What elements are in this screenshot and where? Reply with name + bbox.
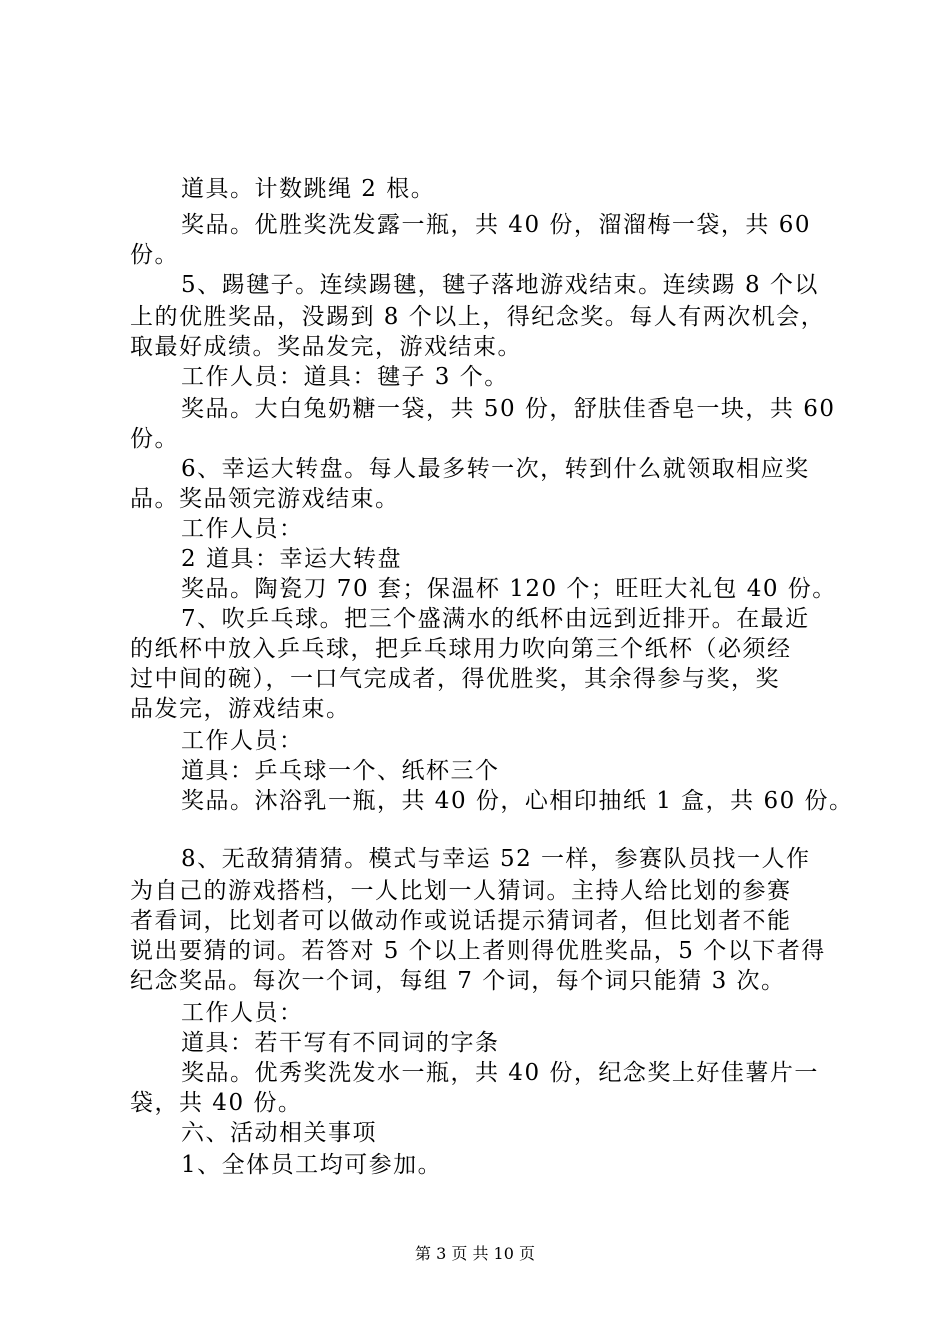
text-line: 1、全体员工均可参加。 (181, 1152, 443, 1178)
text-line: 工作人员： (181, 728, 304, 754)
text-line: 道具。计数跳绳 2 根。 (181, 176, 436, 202)
text-line: 份。 (130, 426, 179, 452)
text-line: 份。 (130, 242, 179, 268)
text-line: 过中间的碗），一口气完成者，得优胜奖，其余得参与奖，奖 (130, 666, 780, 692)
text-line: 奖品。沐浴乳一瓶，共 40 份，心相印抽纸 1 盒，共 60 份。 (181, 788, 854, 814)
page-number-footer: 第 3 页 共 10 页 (415, 1244, 535, 1263)
text-line: 的纸杯中放入乒乓球，把乒乓球用力吹向第三个纸杯（必须经 (130, 636, 792, 662)
text-line: 道具：乒乓球一个、纸杯三个 (181, 758, 500, 784)
text-line: 5、踢毽子。连续踢毽，毽子落地游戏结束。连续踢 8 个以 (181, 272, 819, 298)
text-line: 工作人员： (181, 516, 304, 542)
text-line: 工作人员：道具：毽子 3 个。 (181, 364, 509, 390)
text-line: 道具：若干写有不同词的字条 (181, 1030, 500, 1056)
text-line: 为自己的游戏搭档，一人比划一人猜词。主持人给比划的参赛 (130, 878, 792, 904)
text-line: 奖品。优秀奖洗发水一瓶，共 40 份，纪念奖上好佳薯片一 (181, 1060, 819, 1086)
text-line: 上的优胜奖品，没踢到 8 个以上，得纪念奖。每人有两次机会， (130, 304, 826, 330)
text-line: 6、幸运大转盘。每人最多转一次，转到什么就领取相应奖 (181, 456, 810, 482)
text-line: 取最好成绩。奖品发完，游戏结束。 (130, 334, 522, 360)
text-line: 品发完，游戏结束。 (130, 696, 351, 722)
text-line: 奖品。优胜奖洗发露一瓶，共 40 份，溜溜梅一袋，共 60 (181, 212, 811, 238)
text-line: 工作人员： (181, 1000, 304, 1026)
text-line: 品。奖品领完游戏结束。 (130, 486, 400, 512)
text-line: 奖品。大白兔奶糖一袋，共 50 份，舒肤佳香皂一块，共 60 (181, 396, 836, 422)
text-line: 7、吹乒乓球。把三个盛满水的纸杯由远到近排开。在最近 (181, 606, 810, 632)
text-line: 说出要猜的词。若答对 5 个以上者则得优胜奖品，5 个以下者得 (130, 938, 826, 964)
text-line: 奖品。陶瓷刀 70 套；保温杯 120 个；旺旺大礼包 40 份。 (181, 576, 837, 602)
text-line: 六、活动相关事项 (181, 1120, 377, 1146)
text-line: 8、无敌猜猜猜。模式与幸运 52 一样，参赛队员找一人作 (181, 846, 811, 872)
text-line: 2 道具：幸运大转盘 (181, 546, 402, 572)
text-line: 纪念奖品。每次一个词，每组 7 个词，每个词只能猜 3 次。 (130, 968, 786, 994)
text-line: 者看词，比划者可以做动作或说话提示猜词者，但比划者不能 (130, 908, 792, 934)
text-line: 袋，共 40 份。 (130, 1090, 303, 1116)
